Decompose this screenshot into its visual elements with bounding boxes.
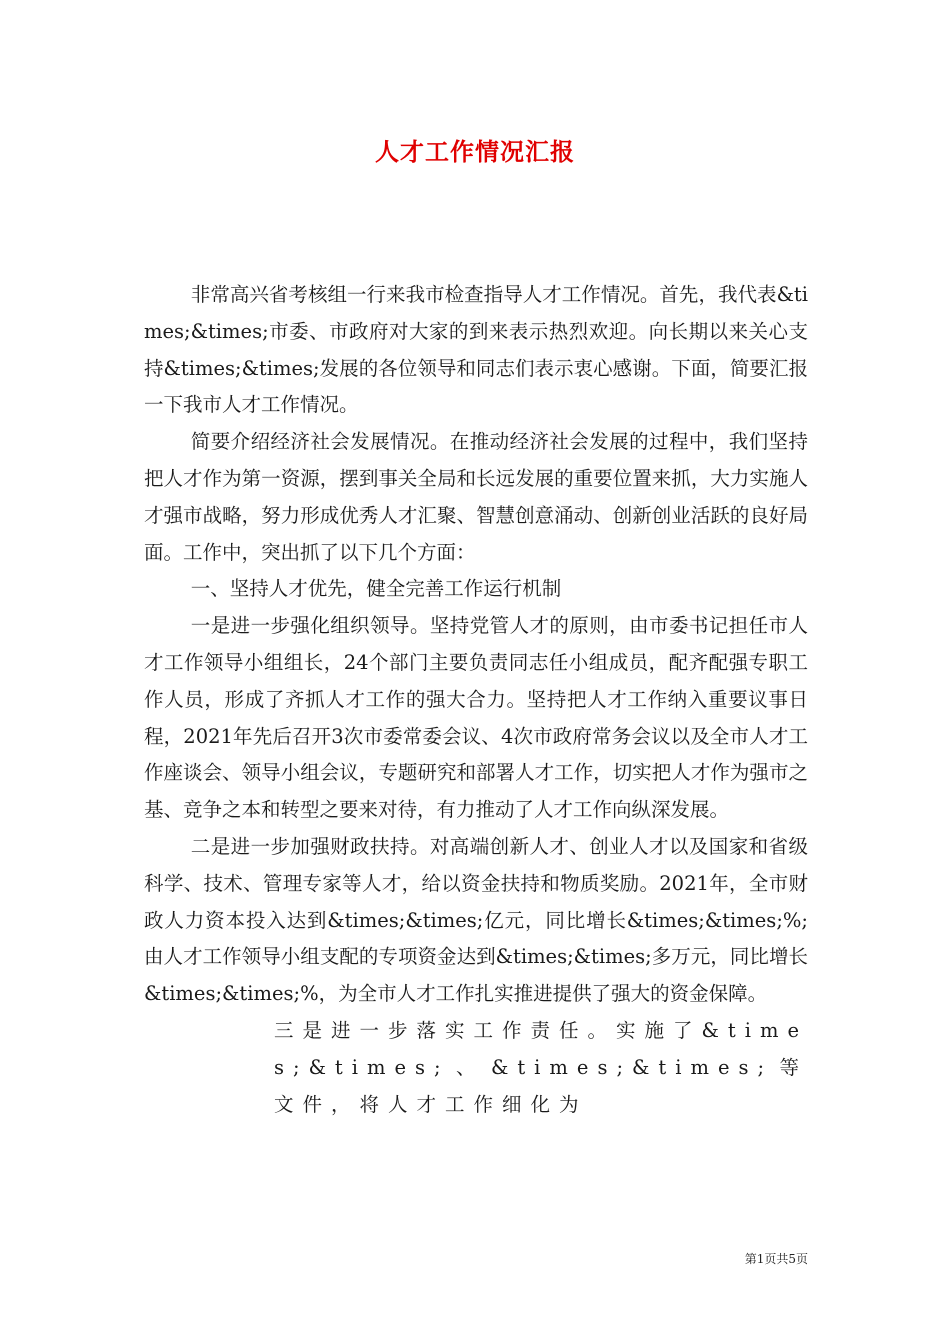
paragraph-finance: 二是进一步加强财政扶持。对高端创新人才、创业人才以及国家和省级科学、技术、管理专家等人才，给以资金扶持和物质奖励。2021年，全市财政人力资本投入达到&times;&times;亿元，同比增长&times;&times;%;由人才工作领导小组支配的专项资金达到&times;&times;多万元，同比增长&times;&times;%，为全市人才工作扎实推进提供了强大的资金保障。 — [144, 834, 808, 1006]
section-heading: 一、坚持人才优先，健全完善工作运行机制 — [190, 577, 562, 601]
paragraph-organization: 一是进一步强化组织领导。坚持党管人才的原则，由市委书记担任市人才工作领导小组组长，24个部门主要负责同志任小组成员，配齐配强专职工作人员，形成了齐抓人才工作的强大合力。坚持把人才工作纳入重要议事日程，2021年先后召开3次市委常委会议、4次市政府常务会议以及全市人才工作座谈会、领导小组会议，专题研究和部署人才工作，切实把人才作为强市之基、竞争之本和转型之要来对待，有力推动了人才工作向纵深发展。 — [144, 614, 808, 822]
paragraph-overview: 简要介绍经济社会发展情况。在推动经济社会发展的过程中，我们坚持把人才作为第一资源，摆到事关全局和长远发展的重要位置来抓，大力实施人才强市战略，努力形成优秀人才汇聚、智慧创意涌动、创新创业活跃的良好局面。工作中，突出抓了以下几个方面： — [144, 430, 808, 564]
paragraph-intro: 非常高兴省考核组一行来我市检查指导人才工作情况。首先，我代表&times;&times;市委、市政府对大家的到来表示热烈欢迎。向长期以来关心支持&times;&times;发展的各位领导和同志们表示衷心感谢。下面，简要汇报一下我市人才工作情况。 — [144, 283, 808, 417]
page-indicator: 第1页共5页 — [744, 1252, 808, 1266]
paragraph-responsibility: 三是进一步落实工作责任。实施了&times;&times;、&times;&times;等文件，将人才工作细化为 — [274, 1018, 808, 1116]
document-body — [144, 277, 808, 1123]
page-title: 人才工作情况汇报 — [375, 137, 575, 166]
